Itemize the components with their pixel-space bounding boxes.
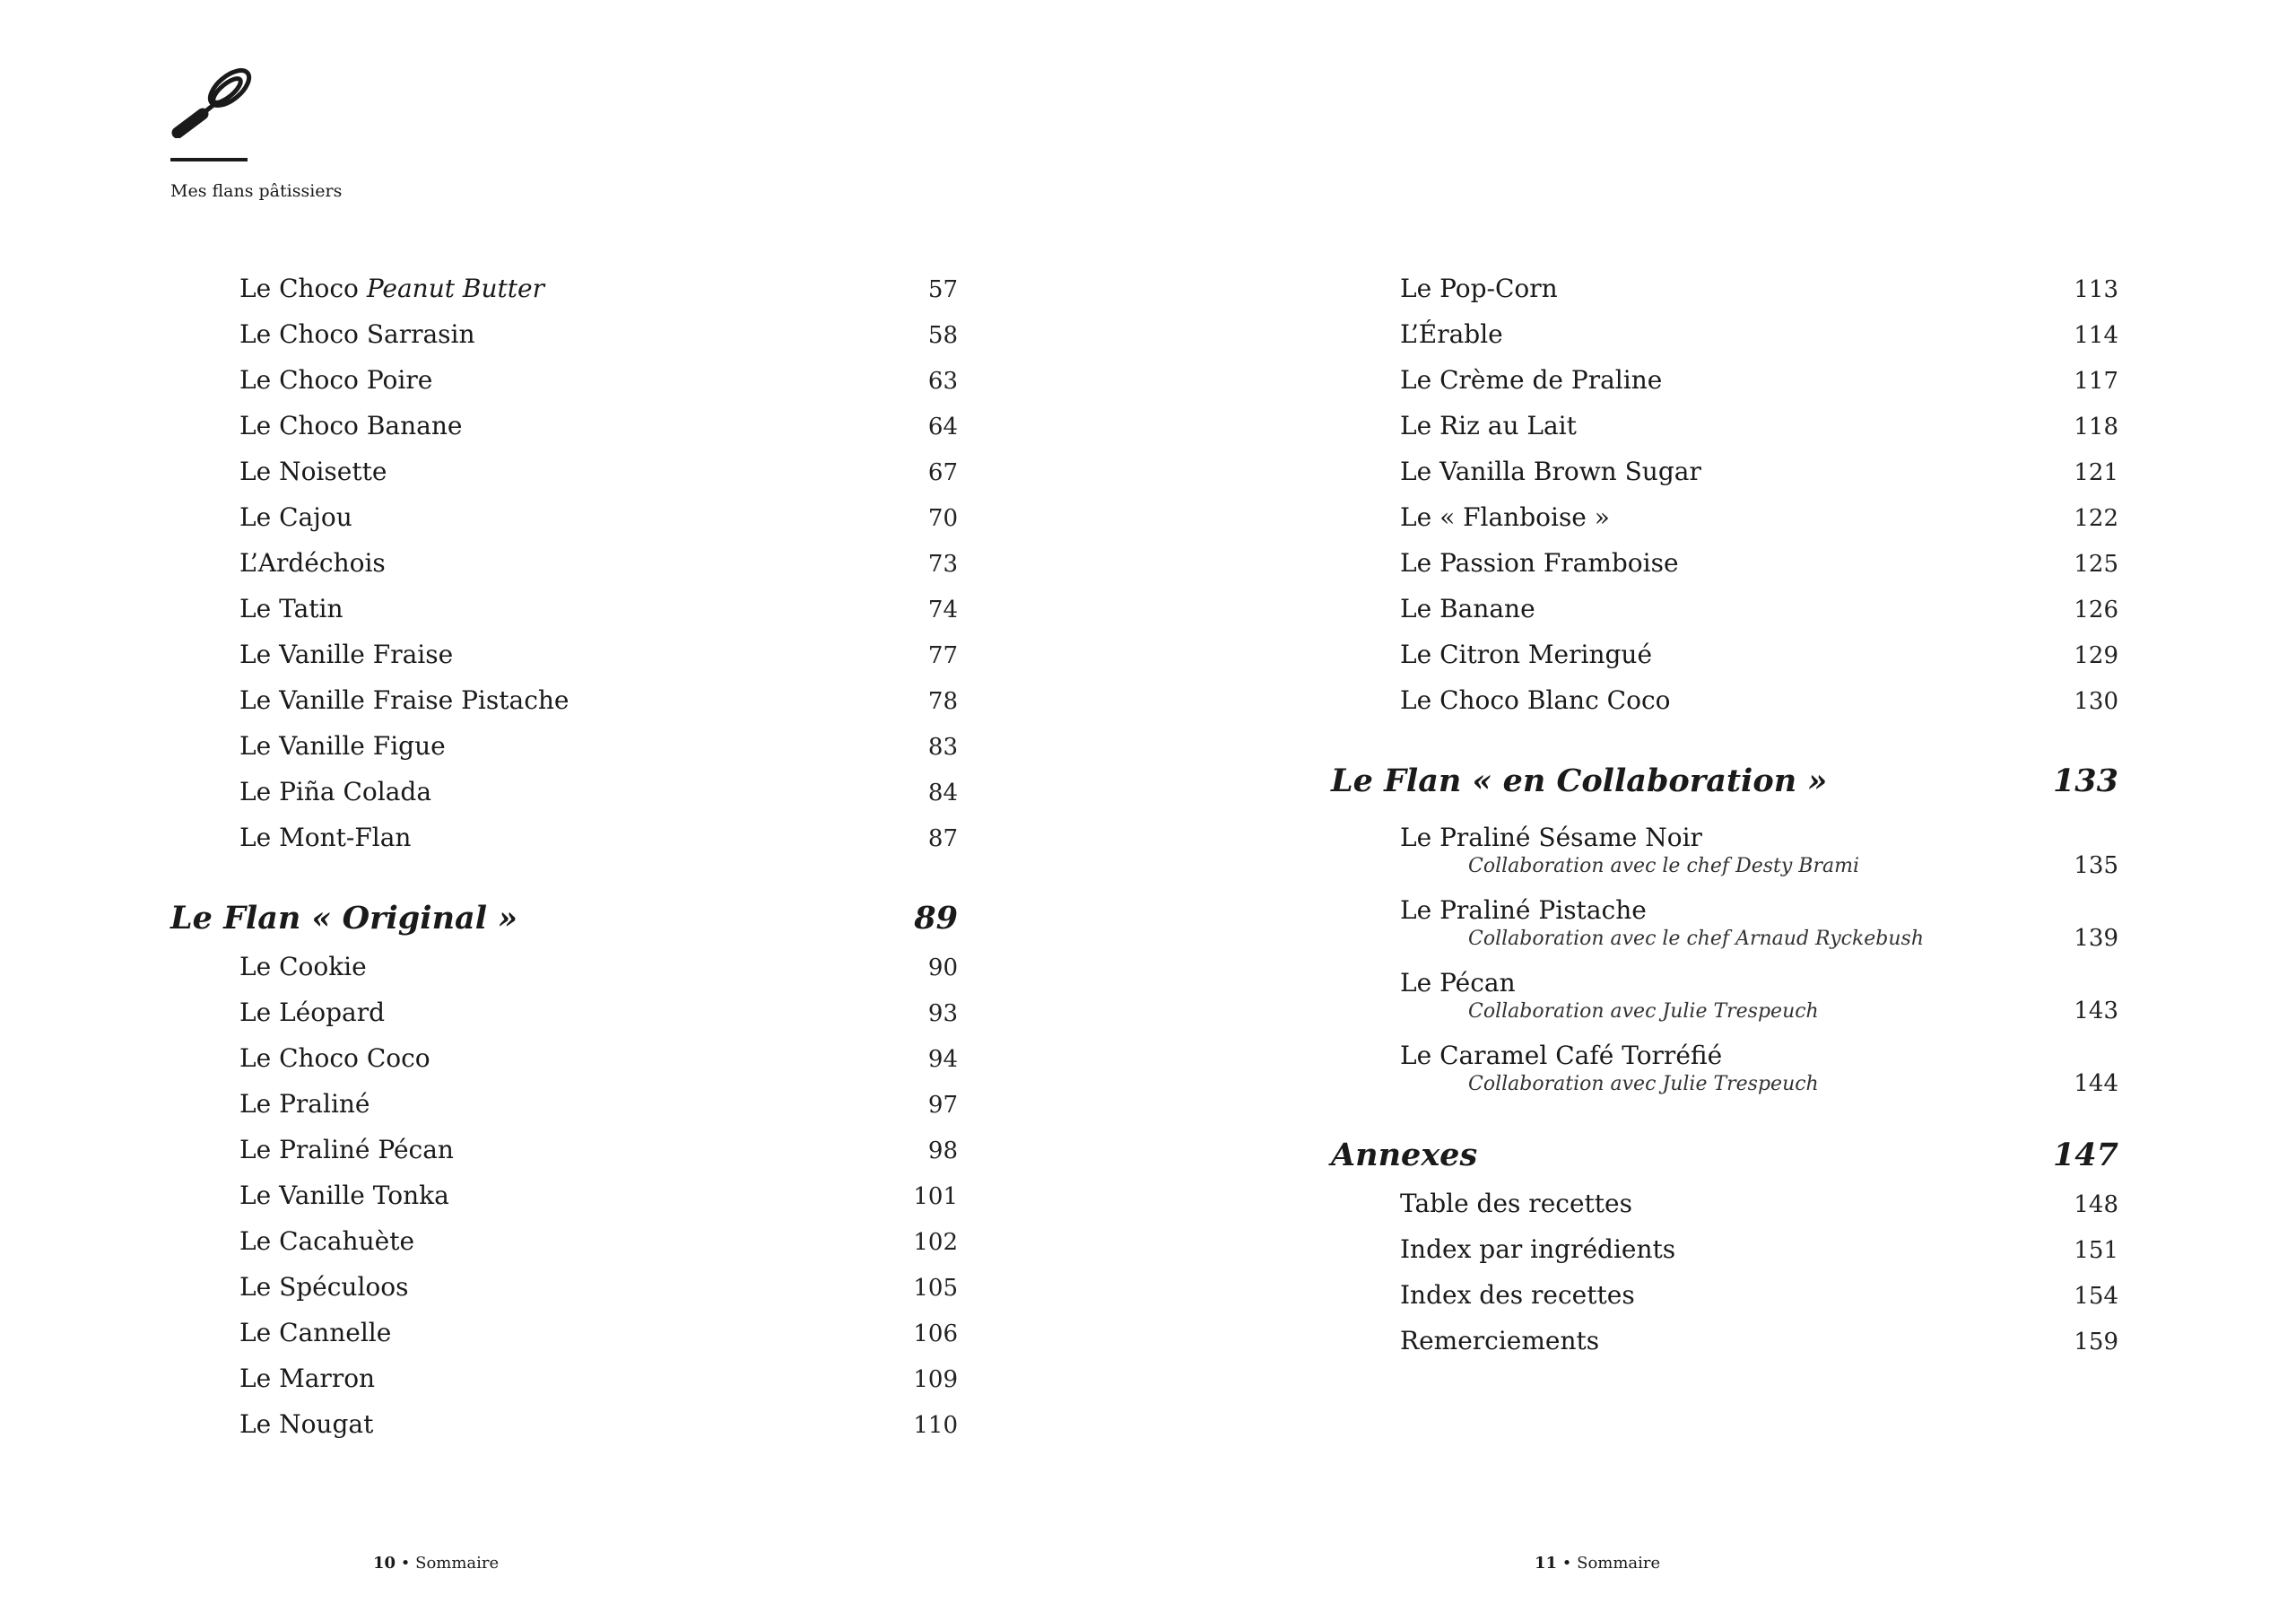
toc-entry-title: Le Léopard (239, 998, 386, 1027)
toc-entry-title: Remerciements (1400, 1326, 1600, 1355)
toc-collab-entry[interactable] (1331, 806, 2118, 879)
toc-entry[interactable] (1331, 403, 2118, 449)
toc-entry-collaborator: Collaboration avec le chef Arnaud Ryckebush (1468, 928, 1925, 950)
toc-entry[interactable] (170, 1355, 958, 1401)
toc-entry[interactable] (1331, 1226, 2118, 1272)
section-page: 89 (914, 900, 958, 937)
toc-entry-title: Le Vanille Fraise Pistache (239, 685, 570, 715)
toc-entry-title: Le Spéculoos (239, 1272, 409, 1302)
toc-entry-title: Le Choco Banane (239, 411, 463, 440)
toc-entry[interactable] (1331, 1318, 2118, 1364)
toc-entry[interactable] (170, 311, 958, 357)
toc-entry-page: 93 (927, 1000, 958, 1027)
toc-entry[interactable] (170, 357, 958, 403)
toc-entry[interactable] (1331, 632, 2118, 677)
toc-entry[interactable] (170, 1310, 958, 1355)
toc-section-heading[interactable] (170, 893, 958, 944)
toc-entry-page: 109 (913, 1366, 958, 1393)
toc-entry[interactable] (1331, 677, 2118, 723)
toc-entry[interactable] (170, 540, 958, 586)
toc-entry-page: 143 (2074, 998, 2118, 1024)
toc-entry-title: Table des recettes (1400, 1189, 1632, 1218)
toc-entry-page: 102 (913, 1229, 958, 1256)
folio-separator: • (396, 1554, 416, 1573)
toc-entry-page: 118 (2074, 414, 2118, 440)
toc-entry[interactable] (1331, 586, 2118, 632)
toc-section-heading[interactable] (1331, 1130, 2118, 1181)
toc-entry-page: 139 (2074, 925, 2118, 952)
section-page: 147 (2052, 1137, 2118, 1173)
page-number: 10 (373, 1554, 396, 1573)
toc-entry-page: 154 (2074, 1283, 2118, 1310)
header-rule (170, 158, 248, 161)
toc-entry-page: 121 (2074, 459, 2118, 486)
page-folio-left (373, 1554, 499, 1573)
toc-entry-page: 97 (927, 1092, 958, 1119)
toc-entry-title: Index des recettes (1400, 1280, 1635, 1310)
toc-entry-page: 57 (927, 276, 958, 303)
toc-entry-page: 144 (2074, 1070, 2118, 1097)
toc-entry-title: Le Choco Blanc Coco (1400, 685, 1671, 715)
toc-entry-title: Le « Flanboise » (1400, 502, 1610, 532)
toc-entry-title: Le Cannelle (239, 1318, 392, 1347)
toc-entry[interactable] (170, 494, 958, 540)
toc-entry[interactable] (170, 815, 958, 860)
toc-entry-page: 159 (2074, 1329, 2118, 1355)
toc-entry-page: 129 (2074, 642, 2118, 669)
toc-entry[interactable] (170, 769, 958, 815)
toc-right-column (1331, 266, 2118, 1364)
toc-entry-title: Le Citron Meringué (1400, 640, 1653, 669)
toc-entry-title: Le Vanille Tonka (239, 1181, 449, 1210)
toc-entry-page: 87 (927, 825, 958, 852)
section-page: 133 (2052, 763, 2118, 799)
toc-entry-page: 58 (927, 322, 958, 349)
page-folio-right (1535, 1554, 1660, 1573)
toc-entry-page: 84 (927, 780, 958, 806)
toc-entry-title: Le Praliné (239, 1089, 370, 1119)
toc-entry[interactable] (1331, 1181, 2118, 1226)
toc-entry[interactable] (170, 586, 958, 632)
toc-entry-title: Le Vanille Figue (239, 731, 446, 761)
toc-entry-title: Le Tatin (239, 594, 344, 623)
toc-entry-title: Le Piña Colada (239, 777, 432, 806)
toc-entry-collaborator: Collaboration avec le chef Desty Brami (1468, 855, 1859, 877)
toc-entry-title: Le Cookie (239, 952, 367, 981)
toc-entry-page: 151 (2074, 1237, 2118, 1264)
toc-entry-title: Le Praliné Sésame Noir (1400, 823, 1702, 852)
toc-entry-page: 83 (927, 734, 958, 761)
toc-entry[interactable] (1331, 311, 2118, 357)
toc-entry-title: Le Praliné Pistache (1400, 895, 1647, 925)
toc-entry[interactable] (170, 1401, 958, 1447)
toc-entry[interactable] (170, 1172, 958, 1218)
toc-entry-title: L’Érable (1400, 319, 1503, 349)
toc-entry-title: Index par ingrédients (1400, 1234, 1676, 1264)
toc-entry-page: 114 (2074, 322, 2118, 349)
toc-entry-title: Le Choco Coco (239, 1043, 430, 1073)
toc-entry-title: Le Crème de Praline (1400, 365, 1663, 395)
toc-entry[interactable] (1331, 1272, 2118, 1318)
toc-entry-title: Le Marron (239, 1364, 376, 1393)
toc-entry-page: 77 (927, 642, 958, 669)
toc-entry-page: 130 (2074, 688, 2118, 715)
toc-entry[interactable] (1331, 449, 2118, 494)
toc-entry-title: Le Pécan (1400, 968, 1516, 998)
toc-entry-page: 101 (913, 1183, 958, 1210)
toc-entry-page: 106 (913, 1320, 958, 1347)
page-number: 11 (1535, 1554, 1558, 1573)
toc-entry-title: Le Vanilla Brown Sugar (1400, 457, 1701, 486)
book-title: Mes flans pâtissiers (170, 181, 343, 201)
toc-entry-title: Le Choco Sarrasin (239, 319, 475, 349)
toc-entry[interactable] (170, 1127, 958, 1172)
toc-entry[interactable] (170, 944, 958, 989)
toc-entry[interactable] (170, 1081, 958, 1127)
toc-entry-page: 70 (927, 505, 958, 532)
toc-entry-collaborator: Collaboration avec Julie Trespeuch (1468, 1073, 1819, 1095)
page-header (170, 65, 342, 201)
toc-entry-page: 135 (2074, 852, 2118, 879)
toc-entry-title: Le Banane (1400, 594, 1535, 623)
folio-label: Sommaire (1577, 1554, 1661, 1573)
toc-entry-title: Le Cacahuète (239, 1226, 415, 1256)
toc-entry-collaborator: Collaboration avec Julie Trespeuch (1468, 1000, 1819, 1023)
toc-entry[interactable] (1331, 540, 2118, 586)
toc-entry[interactable] (170, 989, 958, 1035)
toc-entry-page: 63 (927, 368, 958, 395)
toc-entry-page: 126 (2074, 597, 2118, 623)
toc-entry-page: 74 (927, 597, 958, 623)
toc-entry[interactable] (1331, 266, 2118, 311)
toc-entry-page: 117 (2074, 368, 2118, 395)
section-title: Annexes (1331, 1137, 1478, 1173)
folio-label: Sommaire (415, 1554, 500, 1573)
toc-collab-entry[interactable] (1331, 1024, 2118, 1097)
toc-entry[interactable] (170, 403, 958, 449)
toc-entry-page: 122 (2074, 505, 2118, 532)
toc-entry-title: L’Ardéchois (239, 548, 386, 578)
toc-entry-page: 113 (2074, 276, 2118, 303)
toc-entry-page: 90 (927, 954, 958, 981)
toc-entry[interactable] (170, 723, 958, 769)
toc-entry-title: Le Cajou (239, 502, 352, 532)
toc-entry-title: Le Noisette (239, 457, 387, 486)
toc-entry-title: Le Nougat (239, 1409, 374, 1439)
toc-entry-title: Le Praliné Pécan (239, 1135, 454, 1164)
toc-section-heading[interactable] (1331, 756, 2118, 806)
toc-collab-entry[interactable] (1331, 879, 2118, 952)
toc-entry-page: 148 (2074, 1191, 2118, 1218)
toc-entry-title: Le Mont-Flan (239, 823, 412, 852)
section-title: Le Flan « en Collaboration » (1331, 763, 1828, 799)
toc-entry-page: 94 (927, 1046, 958, 1073)
toc-collab-entry[interactable] (1331, 952, 2118, 1024)
toc-entry-page: 64 (927, 414, 958, 440)
toc-entry[interactable] (170, 677, 958, 723)
toc-entry-page: 98 (927, 1137, 958, 1164)
toc-entry[interactable] (1331, 357, 2118, 403)
toc-entry-title: Le Passion Framboise (1400, 548, 1679, 578)
toc-entry[interactable] (170, 266, 958, 311)
toc-entry-title: Le Pop-Corn (1400, 274, 1558, 303)
toc-left-column (170, 266, 958, 1447)
section-title: Le Flan « Original » (170, 900, 518, 937)
toc-entry[interactable] (170, 1264, 958, 1310)
toc-entry-title: Le Vanille Fraise (239, 640, 454, 669)
toc-entry[interactable] (170, 1035, 958, 1081)
toc-entry-title: Le Riz au Lait (1400, 411, 1577, 440)
toc-entry-title: Le Choco Poire (239, 365, 433, 395)
toc-entry-page: 125 (2074, 551, 2118, 578)
whisk-icon (170, 65, 255, 138)
folio-separator: • (1557, 1554, 1578, 1573)
toc-entry-page: 78 (927, 688, 958, 715)
toc-entry-page: 110 (913, 1412, 958, 1439)
toc-entry-page: 67 (927, 459, 958, 486)
toc-entry-title: Le Caramel Café Torréfié (1400, 1041, 1723, 1070)
toc-entry[interactable] (1331, 494, 2118, 540)
toc-entry-title: Le Choco Peanut Butter (239, 274, 544, 303)
toc-entry[interactable] (170, 449, 958, 494)
toc-entry[interactable] (170, 632, 958, 677)
toc-entry-page: 73 (927, 551, 958, 578)
toc-entry-page: 105 (913, 1275, 958, 1302)
toc-entry[interactable] (170, 1218, 958, 1264)
